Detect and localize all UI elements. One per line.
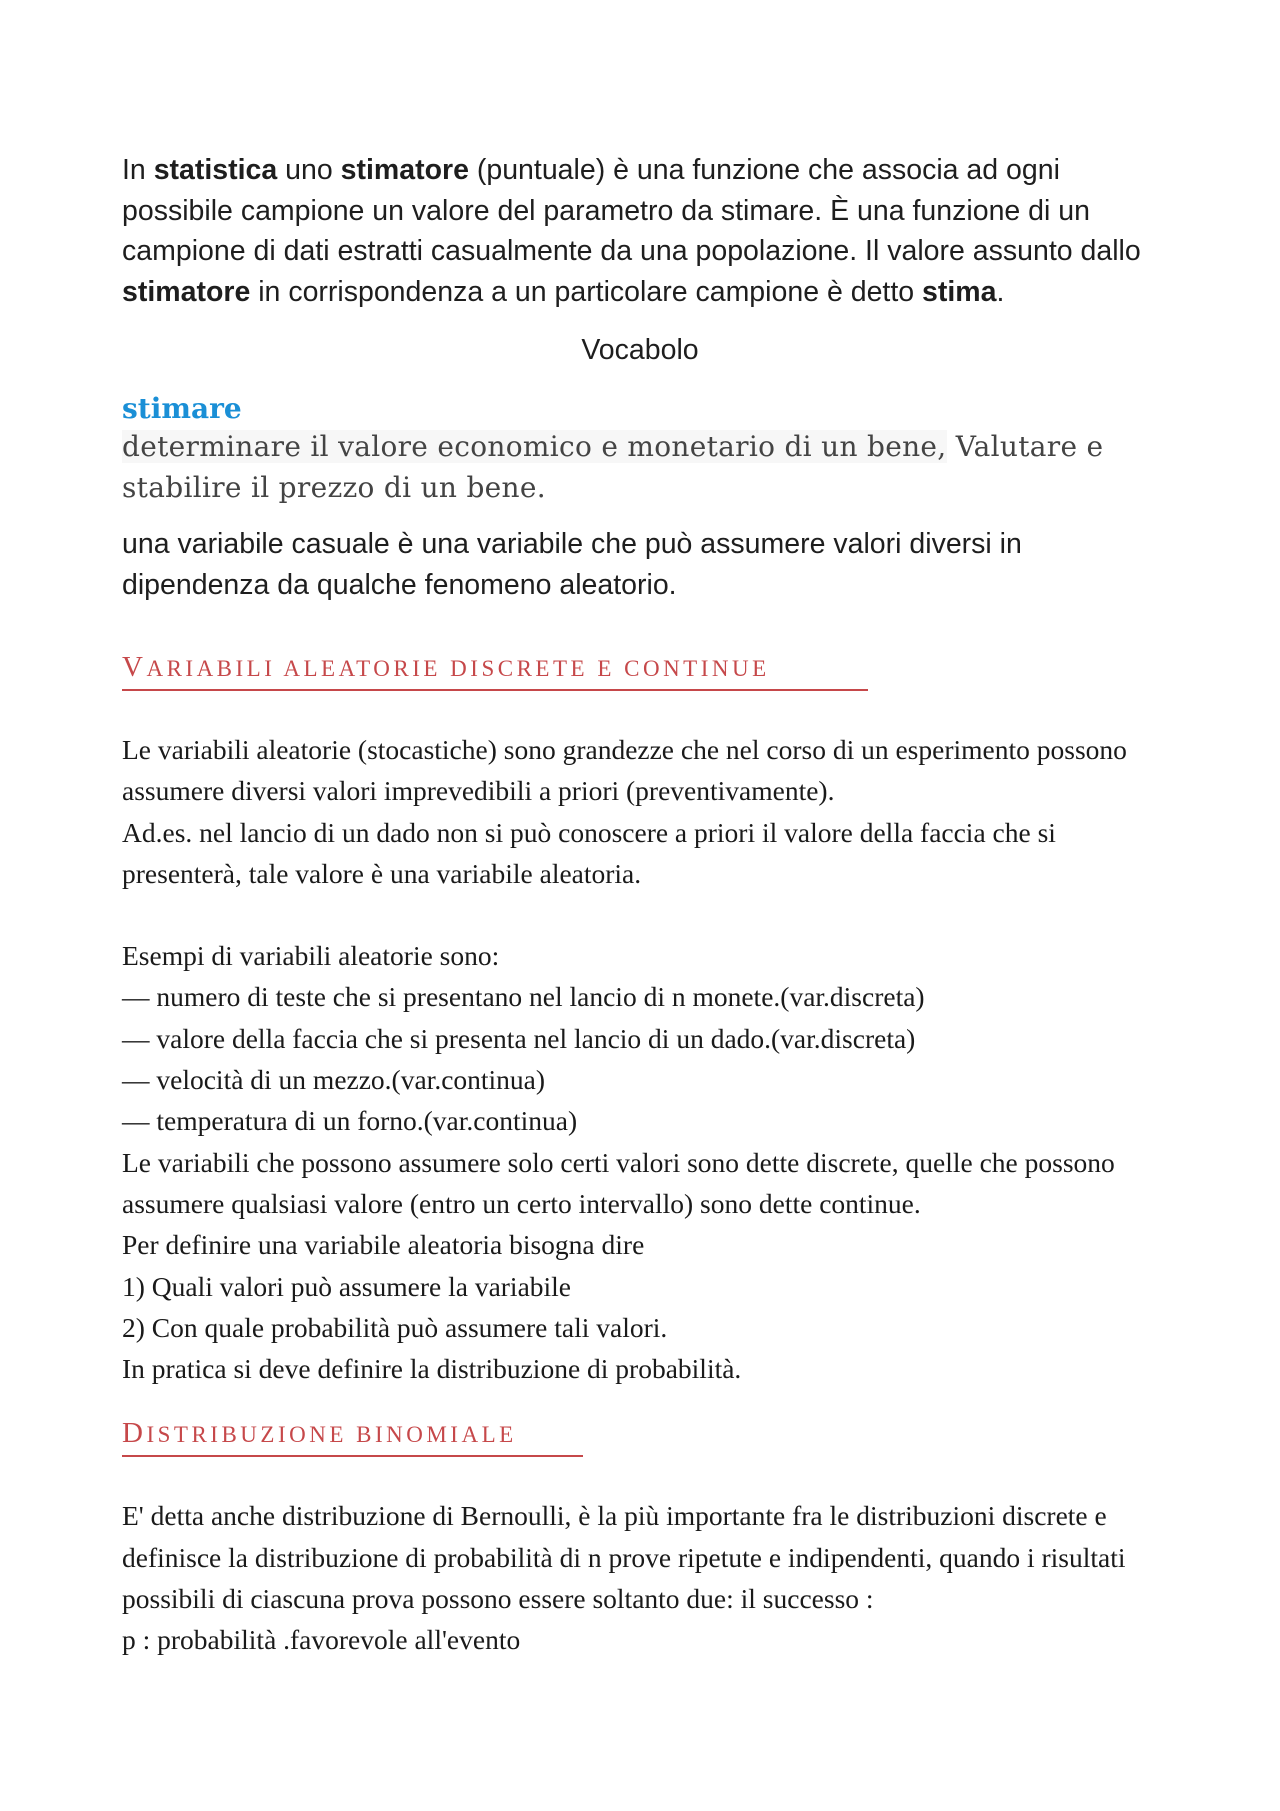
list-item: 1) Quali valori può assumere la variabile [122, 1270, 572, 1302]
intro-text: (puntuale) è una funzione che associa ad ogni possibile campione un valore del parametro da stimare. È una funzione di un campione di dati estratti casualmente da una popolazione. Il valore assunto dallo [122, 154, 1141, 267]
paragraph: Per definire una variabile aleatoria bisogna dire [122, 1229, 645, 1261]
examples-intro: Esempi di variabili aleatorie sono: [122, 940, 500, 972]
intro-paragraph [122, 150, 1158, 312]
term-statistica: statistica [153, 154, 278, 186]
heading-text: ARIABILI ALEATORIE DISCRETE E CONTINUE [146, 656, 770, 681]
heading-initial: V [122, 651, 147, 683]
paragraph: Le variabili che possono assumere solo certi valori sono dette discrete, quelle che possono assumere qualsiasi valore (entro un certo intervallo) sono dette continue. [122, 1146, 1115, 1219]
paragraph: In pratica si deve definire la distribuzione di probabilità. [122, 1353, 742, 1385]
vocab-heading: Vocabolo [581, 334, 699, 366]
list-item: — valore della faccia che si presenta nel lancio di un dado.(var.discreta) [122, 1022, 916, 1054]
paragraph: E' detta anche distribuzione di Bernoulli, è la più importante fra le distribuzioni discrete e definisce la distribuzione di probabilità di n prove ripetute e indipendenti, quando i risultati possibili di ciascuna prova possono essere soltanto due: il successo : [122, 1500, 1126, 1615]
term-stimatore: stimatore [122, 275, 251, 308]
vocab-definition [122, 426, 1158, 508]
term-stimatore: stimatore [340, 154, 469, 186]
list-item: — temperatura di un forno.(var.continua) [122, 1105, 578, 1137]
definition-highlight: determinare il valore economico e monetario di un bene, [122, 430, 947, 463]
definition-rest: Valutare e stabilire il prezzo di un bene. [122, 430, 1104, 504]
heading-text: ISTRIBUZIONE BINOMIALE [146, 1422, 517, 1448]
section-heading-binomiale [122, 1415, 583, 1457]
section-heading-variabili [122, 649, 868, 691]
variabile-casuale-text: una variabile casuale è una variabile che può assumere valori diversi in dipendenza da qualche fenomeno aleatorio. [122, 528, 1022, 601]
examples-block [122, 935, 1158, 1389]
heading-initial: D [122, 1417, 147, 1450]
list-item: — numero di teste che si presentano nel lancio di n monete.(var.discreta) [122, 981, 925, 1013]
paragraph: Ad.es. nel lancio di un dado non si può conoscere a priori il valore della faccia che si presenterà, tale valore è una variabile aleatoria. [122, 816, 1056, 889]
intro-text: . [996, 275, 1005, 308]
paragraph: Le variabili aleatorie (stocastiche) sono grandezze che nel corso di un esperimento possono assumere diversi valori imprevedibili a priori (preventivamente). [122, 734, 1127, 807]
intro-text: In [122, 154, 154, 186]
term-stima: stima [922, 275, 997, 308]
intro-text: uno [277, 154, 341, 186]
paragraph: p : probabilità .favorevole all'evento [122, 1624, 521, 1656]
variabile-casuale-paragraph [122, 524, 1158, 605]
list-item: 2) Con quale probabilità può assumere tali valori. [122, 1311, 668, 1343]
section1-body [122, 729, 1158, 894]
vocab-term: stimare [122, 392, 242, 425]
intro-text: in corrispondenza a un particolare campione è detto [250, 275, 923, 308]
section2-body [122, 1495, 1158, 1660]
list-item: — velocità di un mezzo.(var.continua) [122, 1064, 546, 1096]
